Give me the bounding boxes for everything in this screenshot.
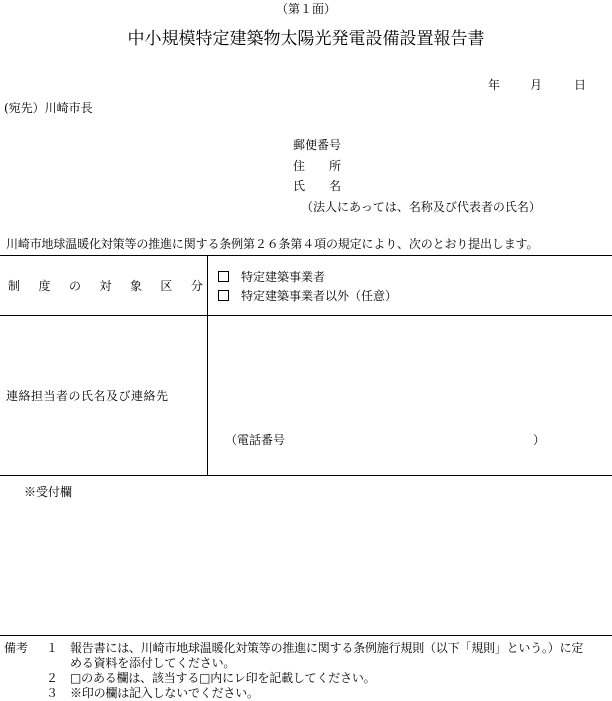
remark-number: １ (46, 641, 59, 655)
address-label: 住 所 (293, 159, 342, 173)
contact-label: 連絡担当者の氏名及び連絡先 (6, 389, 169, 403)
category-options-cell (208, 256, 612, 316)
remark-text: める資料を添付してください。 (70, 656, 236, 670)
remark-continuation (4, 656, 610, 671)
category-label-char: 区 (160, 279, 173, 293)
option-label: 特定建築事業者 (241, 269, 326, 284)
option-specified-builder[interactable] (208, 267, 612, 286)
category-label-char: 象 (129, 279, 142, 293)
receipt-cell (0, 476, 612, 636)
contact-input-cell[interactable] (208, 316, 612, 476)
remark-number: ３ (46, 686, 59, 700)
remark-item (4, 671, 610, 686)
addressee: (宛先）川崎市長 (4, 101, 93, 115)
category-label-char: 制 (8, 279, 21, 293)
category-label-char: の (68, 279, 81, 293)
receipt-row (0, 476, 612, 636)
option-other-than-specified-builder[interactable] (208, 286, 612, 305)
postal-code-label: 郵便番号 (293, 138, 342, 152)
remarks-heading: 備考 (4, 641, 29, 655)
category-label-char: 度 (38, 279, 51, 293)
checkbox-other-than-specified-builder[interactable] (218, 290, 229, 301)
category-label-char: 対 (99, 279, 112, 293)
category-label-char: 分 (190, 279, 203, 293)
category-label-cell (0, 256, 208, 316)
phone-number-label: （電話番号 (225, 433, 286, 447)
date-month-label: 月 (530, 78, 543, 92)
checkbox-specified-builder[interactable] (218, 271, 229, 282)
category-label (0, 277, 207, 294)
corporation-note: （法人にあっては、名称及び代表者の氏名） (301, 200, 541, 214)
contact-row (0, 316, 612, 476)
date-day-label: 日 (574, 78, 587, 92)
submission-statement: 川崎市地球温暖化対策等の推進に関する条例第２６条第４項の規定により、次のとおり提出します。 (6, 237, 539, 251)
category-row (0, 256, 612, 316)
page-label: （第１面） (275, 2, 336, 16)
phone-number-close: ） (532, 433, 545, 447)
remark-number: ２ (46, 671, 59, 685)
contact-label-cell (0, 316, 208, 476)
name-label: 氏 名 (293, 179, 342, 193)
receipt-label: ※受付欄 (24, 485, 73, 499)
remarks-section (4, 641, 610, 701)
remark-text: ※印の欄は記入しないでください。 (70, 686, 259, 700)
remark-item (4, 641, 610, 656)
remark-item (4, 686, 610, 701)
option-label: 特定建築事業者以外（任意） (241, 288, 398, 303)
date-line (488, 79, 586, 91)
date-year-label: 年 (488, 78, 501, 92)
report-form-table (0, 255, 612, 636)
remark-text: □のある欄は、該当する□内にレ印を記載してください。 (70, 671, 376, 685)
document-title: 中小規模特定建築物太陽光発電設備設置報告書 (127, 29, 485, 49)
phone-number-line (225, 431, 545, 448)
remark-text: 報告書には、川崎市地球温暖化対策等の推進に関する条例施行規則（以下「規則」という。）に定 (70, 641, 584, 655)
